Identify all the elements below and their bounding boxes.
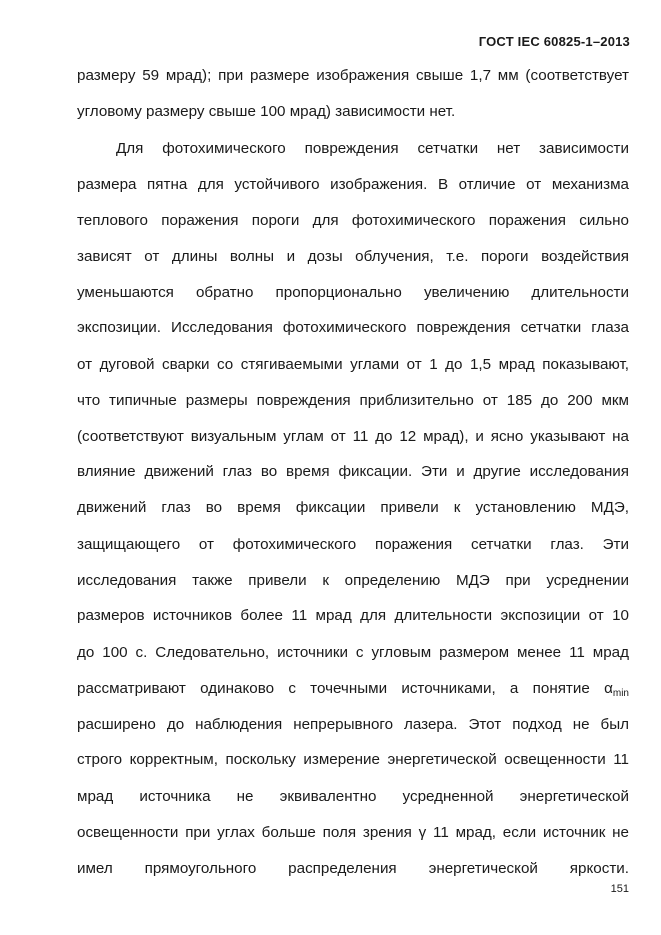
- text-line: освещенности при углах больше поля зрения γ 11 мрад, если источник не: [77, 824, 629, 841]
- text-line: имел прямоугольного распределения энергетической яркости.: [77, 860, 629, 877]
- text-line: зависят от длины волны и дозы облучения, т.е. пороги воздействия: [77, 248, 629, 265]
- text-line: что типичные размеры повреждения приблизительно от 185 до 200 мкм: [77, 392, 629, 409]
- text-line: мрад источника не эквивалентно усредненной энергетической: [77, 788, 629, 805]
- text-line: защищающего от фотохимического поражения сетчатки глаз. Эти: [77, 536, 629, 553]
- text-line: движений глаз во время фиксации привели к установлению МДЭ,: [77, 499, 629, 516]
- paragraph-first-line: Для фотохимического повреждения сетчатки нет зависимости: [116, 140, 629, 157]
- text-line: экспозиции. Исследования фотохимического повреждения сетчатки глаза: [77, 319, 629, 336]
- text-line: (соответствуют визуальным углам от 11 до 12 мрад), и ясно указывают на: [77, 428, 629, 445]
- text-line: расширено до наблюдения непрерывного лазера. Этот подход не был: [77, 716, 629, 733]
- text-line: теплового поражения пороги для фотохимического поражения сильно: [77, 212, 629, 229]
- text-line: строго корректным, поскольку измерение энергетической освещенности 11: [77, 751, 629, 768]
- text-line: размеров источников более 11 мрад для длительности экспозиции от 10: [77, 607, 629, 624]
- text-line-with-alpha-min: [77, 679, 629, 704]
- text-line: до 100 с. Следовательно, источники с угловым размером менее 11 мрад: [77, 644, 629, 661]
- text-line: влияние движений глаз во время фиксации. Эти и другие исследования: [77, 463, 629, 480]
- page-number: 151: [610, 883, 629, 895]
- alpha-subscript: min: [612, 688, 629, 699]
- text-line: уменьшаются обратно пропорционально увеличению длительности: [77, 284, 629, 301]
- text-line: размеру 59 мрад); при размере изображения свыше 1,7 мм (соответствует: [77, 67, 629, 84]
- document-id-header: ГОСТ IEC 60825-1–2013: [478, 34, 630, 49]
- text-line: размера пятна для устойчивого изображения. В отличие от механизма: [77, 176, 629, 193]
- text-line: исследования также привели к определению МДЭ при усреднении: [77, 572, 629, 589]
- text-line: угловому размеру свыше 100 мрад) зависимости нет.: [77, 103, 456, 120]
- text-line: от дуговой сварки со стягиваемыми углами от 1 до 1,5 мрад показывают,: [77, 356, 629, 373]
- text-segment: рассматривают одинаково с точечными источниками, а понятие α: [77, 680, 613, 697]
